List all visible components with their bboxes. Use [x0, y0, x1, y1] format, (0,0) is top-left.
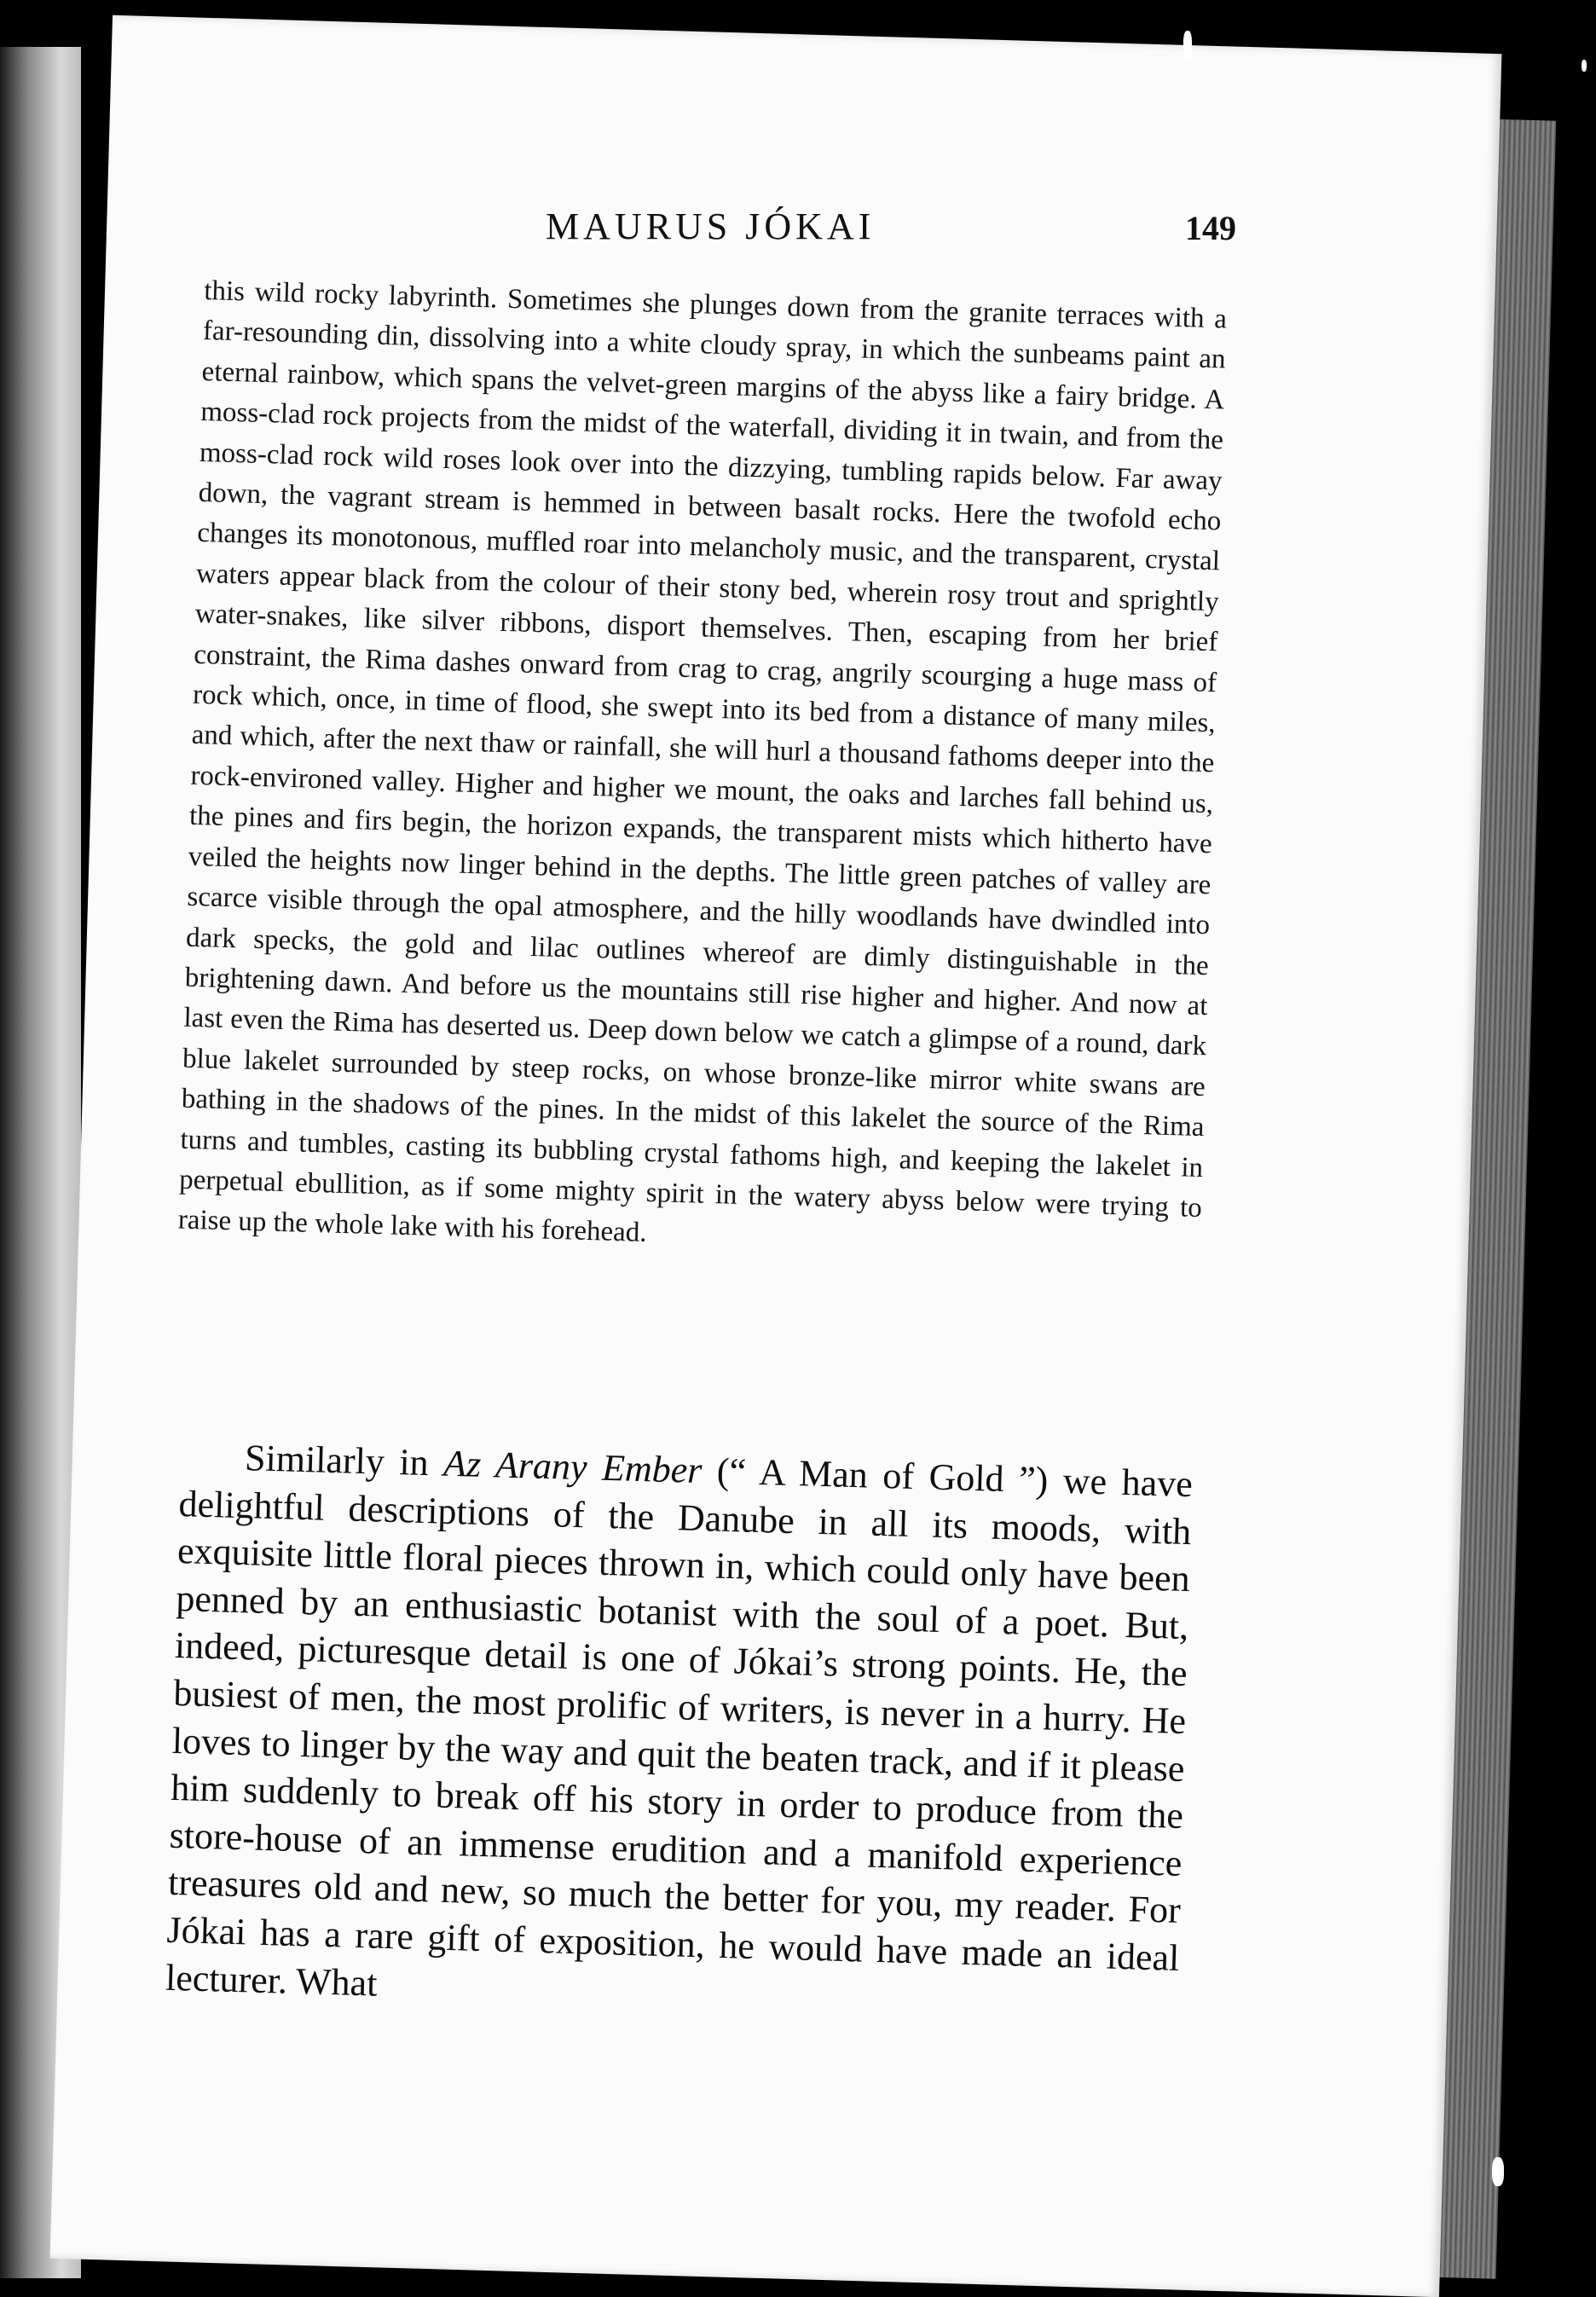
page-number: 149 — [1185, 209, 1236, 247]
scan-speck — [1183, 31, 1192, 58]
paragraph-text — [165, 1432, 1193, 2029]
scan-speck — [1582, 60, 1587, 72]
scan-speck — [1492, 2157, 1504, 2186]
block-quote — [177, 271, 1227, 1270]
paragraph-lead: Similarly in — [244, 1437, 444, 1484]
book-title: Az Arany Ember — [442, 1442, 703, 1492]
running-head: MAURUS JÓKAI — [546, 205, 876, 247]
body-paragraph — [165, 1432, 1193, 2029]
paragraph-rest: (“ A Man of Gold ”) we have delightful descriptions of the Danube in all its moods, with exquisite little floral pieces thrown in, which could only have been penned by an enthusiastic botanist with the soul of a poet. But, indeed, picturesque detail is one of Jókai’s strong points. He, the busiest of men, the most prolific of writers, is never in a hurry. He loves to linger by the way and quit the beaten track, and if it please him suddenly to break off his story in order to produce from the store-house of an immense erudition and a manifold experience treasures old and new, so much the better for you, my reader. For Jókai has a rare gift of exposition, he would have made an ideal lecturer. What — [165, 1449, 1194, 2005]
page-header — [443, 205, 1236, 273]
quote-text: this wild rocky labyrinth. Sometimes she plunges down from the granite terraces with a far-resounding din, dissolving into a white cloudy spray, in which the sunbeams paint an eternal rainbow, which spans the velvet-green margins of the abyss like a fairy bridge. A moss-clad rock projects from the midst of the waterfall, dividing it in twain, and from the moss-clad rock wild roses look over into the dizzying, tumbling rapids below. Far away down, the vagrant stream is hemmed in between basalt rocks. Here the twofold echo changes its monotonous, muffled roar into melancholy music, and the transparent, crystal waters appear black from the colour of their stony bed, wherein rosy trout and sprightly water-snakes, like silver ribbons, disport themselves. Then, escaping from her brief constraint, the Rima dashes onward from crag to crag, angrily scourging a huge mass of rock which, once, in time of flood, she swept into its bed from a distance of many miles, and which, after the next thaw or rainfall, she will hurl a thousand fathoms deeper into the rock-environed valley. Higher and higher we mount, the oaks and larches fall behind us, the pines and firs begin, the horizon expands, the transparent mists which hitherto have veiled the heights now linger behind in the depths. The little green patches of valley are scarce visible through the opal atmosphere, and the hilly woodlands have dwindled into dark specks, the gold and lilac outlines whereof are dimly distinguishable in the brightening dawn. And before us the mountains still rise higher and higher. And now at last even the Rima has deserted us. Deep down below we catch a glimpse of a round, dark blue lakelet surrounded by steep rocks, on whose bronze-like mirror white swans are bathing in the shadows of the pines. In the midst of this lakelet the source of the Rima turns and tumbles, casting its bubbling crystal fathoms high, and keeping the lakelet in perpetual ebullition, as if some mighty spirit in the watery abyss below were trying to raise up the whole lake with his forehead. — [177, 275, 1228, 1249]
